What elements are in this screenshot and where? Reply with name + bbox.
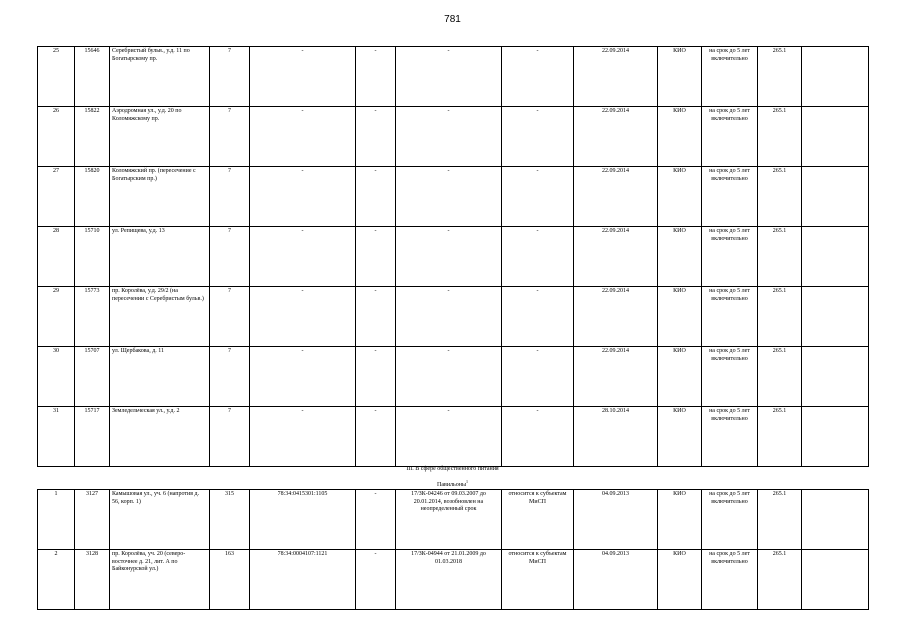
cell-doc: - xyxy=(396,47,502,107)
cell-date: 04.09.2013 xyxy=(574,550,658,610)
cell-n: 28 xyxy=(38,227,75,287)
cell-holder: - xyxy=(502,407,574,467)
cell-c5: - xyxy=(356,490,396,550)
cell-org: КИО xyxy=(658,107,702,167)
cell-c5: - xyxy=(356,347,396,407)
cell-last xyxy=(802,107,869,167)
cell-date: 22.09.2014 xyxy=(574,287,658,347)
cell-zone: 7 xyxy=(210,287,250,347)
section-subheading xyxy=(37,479,868,488)
cell-holder: относится к субъектам МиСП xyxy=(502,490,574,550)
cell-n: 2 xyxy=(38,550,75,610)
cell-cad: - xyxy=(250,347,356,407)
section-heading: III. В сфере общественного питания xyxy=(406,466,499,472)
table-row xyxy=(38,550,869,610)
cell-n: 31 xyxy=(38,407,75,467)
cell-date: 22.09.2014 xyxy=(574,227,658,287)
cell-n: 29 xyxy=(38,287,75,347)
cell-holder: - xyxy=(502,287,574,347)
cell-zone: 7 xyxy=(210,227,250,287)
cell-org: КИО xyxy=(658,407,702,467)
cell-cad: - xyxy=(250,227,356,287)
cell-last xyxy=(802,47,869,107)
cell-org: КИО xyxy=(658,490,702,550)
cell-address: Аэродромная ул., у.д. 20 по Коломяжскому пр. xyxy=(110,107,210,167)
cell-doc: - xyxy=(396,167,502,227)
table-row xyxy=(38,287,869,347)
cell-org: КИО xyxy=(658,47,702,107)
table-row xyxy=(38,347,869,407)
cell-c5: - xyxy=(356,407,396,467)
cell-address: Коломяжский пр. (пересечение с Богатырским пр.) xyxy=(110,167,210,227)
cell-org: КИО xyxy=(658,347,702,407)
cell-cad: - xyxy=(250,107,356,167)
cell-address: Камышовая ул., уч. 6 (напротив д. 56, корп. 1) xyxy=(110,490,210,550)
cell-term: на срок до 5 лет включительно xyxy=(702,347,758,407)
cell-last xyxy=(802,167,869,227)
cell-date: 22.09.2014 xyxy=(574,47,658,107)
cell-code: 15822 xyxy=(75,107,110,167)
cell-c5: - xyxy=(356,227,396,287)
cell-zone: 163 xyxy=(210,550,250,610)
cell-doc: - xyxy=(396,227,502,287)
cell-date: 22.09.2014 xyxy=(574,347,658,407)
cell-last xyxy=(802,490,869,550)
cell-c5: - xyxy=(356,107,396,167)
cell-holder: относится к субъектам МиСП xyxy=(502,550,574,610)
cell-cad: 78:34:0415301:1105 xyxy=(250,490,356,550)
cell-n: 1 xyxy=(38,490,75,550)
cell-num: 265.1 xyxy=(758,47,802,107)
cell-address: пр. Королёва, у.д. 29/2 (на пересечении с Серебристым бульв.) xyxy=(110,287,210,347)
cell-doc: - xyxy=(396,407,502,467)
cell-c5: - xyxy=(356,47,396,107)
cell-date: 28.10.2014 xyxy=(574,407,658,467)
cell-code: 15820 xyxy=(75,167,110,227)
pavilion-table-top xyxy=(37,46,869,467)
cell-date: 22.09.2014 xyxy=(574,167,658,227)
cell-last xyxy=(802,347,869,407)
cell-term: на срок до 5 лет включительно xyxy=(702,550,758,610)
cell-address: Серебристый бульв., у.д. 11 по Богатырскому пр. xyxy=(110,47,210,107)
cell-date: 04.09.2013 xyxy=(574,490,658,550)
cell-n: 25 xyxy=(38,47,75,107)
cell-doc: - xyxy=(396,347,502,407)
cell-zone: 7 xyxy=(210,407,250,467)
table-row xyxy=(38,107,869,167)
cell-num: 265.1 xyxy=(758,227,802,287)
cell-c5: - xyxy=(356,287,396,347)
cell-term: на срок до 5 лет включительно xyxy=(702,227,758,287)
cell-zone: 315 xyxy=(210,490,250,550)
cell-term: на срок до 5 лет включительно xyxy=(702,167,758,227)
cell-num: 265.1 xyxy=(758,287,802,347)
cell-address: ул. Репищева, у.д. 13 xyxy=(110,227,210,287)
section-subheading-text: Павильоны xyxy=(436,482,466,488)
cell-num: 265.1 xyxy=(758,550,802,610)
cell-org: КИО xyxy=(658,227,702,287)
cell-org: КИО xyxy=(658,550,702,610)
cell-n: 27 xyxy=(38,167,75,227)
page-number: 781 xyxy=(444,14,461,25)
cell-num: 265.1 xyxy=(758,347,802,407)
cell-zone: 7 xyxy=(210,47,250,107)
table-row xyxy=(38,167,869,227)
cell-doc: 17/ЗК-04944 от 21.01.2009 до 01.03.2018 xyxy=(396,550,502,610)
cell-holder: - xyxy=(502,227,574,287)
cell-holder: - xyxy=(502,347,574,407)
cell-doc: 17/ЗК-04246 от 09.03.2007 до 20.01.2014, возобновлен на неопределенный срок xyxy=(396,490,502,550)
pavilion-table-bottom xyxy=(37,489,869,610)
cell-code: 15717 xyxy=(75,407,110,467)
cell-org: КИО xyxy=(658,167,702,227)
cell-address: Земледельческая ул., у.д. 2 xyxy=(110,407,210,467)
cell-zone: 7 xyxy=(210,347,250,407)
cell-zone: 7 xyxy=(210,167,250,227)
cell-c5: - xyxy=(356,550,396,610)
cell-term: на срок до 5 лет включительно xyxy=(702,287,758,347)
cell-holder: - xyxy=(502,107,574,167)
cell-n: 30 xyxy=(38,347,75,407)
cell-doc: - xyxy=(396,107,502,167)
cell-term: на срок до 5 лет включительно xyxy=(702,47,758,107)
cell-c5: - xyxy=(356,167,396,227)
cell-code: 15646 xyxy=(75,47,110,107)
cell-cad: - xyxy=(250,167,356,227)
cell-last xyxy=(802,287,869,347)
cell-cad: - xyxy=(250,287,356,347)
footnote-mark: 1 xyxy=(466,479,468,484)
cell-num: 265.1 xyxy=(758,407,802,467)
cell-code: 15710 xyxy=(75,227,110,287)
table-row xyxy=(38,490,869,550)
cell-cad: - xyxy=(250,47,356,107)
cell-last xyxy=(802,550,869,610)
cell-term: на срок до 5 лет включительно xyxy=(702,407,758,467)
cell-address: ул. Щербакова, д. 11 xyxy=(110,347,210,407)
cell-code: 15773 xyxy=(75,287,110,347)
cell-code: 15707 xyxy=(75,347,110,407)
table-row xyxy=(38,407,869,467)
cell-holder: - xyxy=(502,47,574,107)
table-row xyxy=(38,47,869,107)
cell-address: пр. Королёва, уч. 20 (северо-восточнее д. 21, лит. А по Байконурской ул.) xyxy=(110,550,210,610)
table-row xyxy=(38,227,869,287)
cell-org: КИО xyxy=(658,287,702,347)
cell-cad: - xyxy=(250,407,356,467)
cell-zone: 7 xyxy=(210,107,250,167)
cell-holder: - xyxy=(502,167,574,227)
cell-n: 26 xyxy=(38,107,75,167)
cell-last xyxy=(802,407,869,467)
cell-cad: 78:34:0004107:1121 xyxy=(250,550,356,610)
cell-date: 22.09.2014 xyxy=(574,107,658,167)
cell-num: 265.1 xyxy=(758,107,802,167)
cell-doc: - xyxy=(396,287,502,347)
cell-num: 265.1 xyxy=(758,490,802,550)
cell-last xyxy=(802,227,869,287)
cell-code: 3127 xyxy=(75,490,110,550)
cell-num: 265.1 xyxy=(758,167,802,227)
cell-term: на срок до 5 лет включительно xyxy=(702,107,758,167)
cell-term: на срок до 5 лет включительно xyxy=(702,490,758,550)
cell-code: 3128 xyxy=(75,550,110,610)
